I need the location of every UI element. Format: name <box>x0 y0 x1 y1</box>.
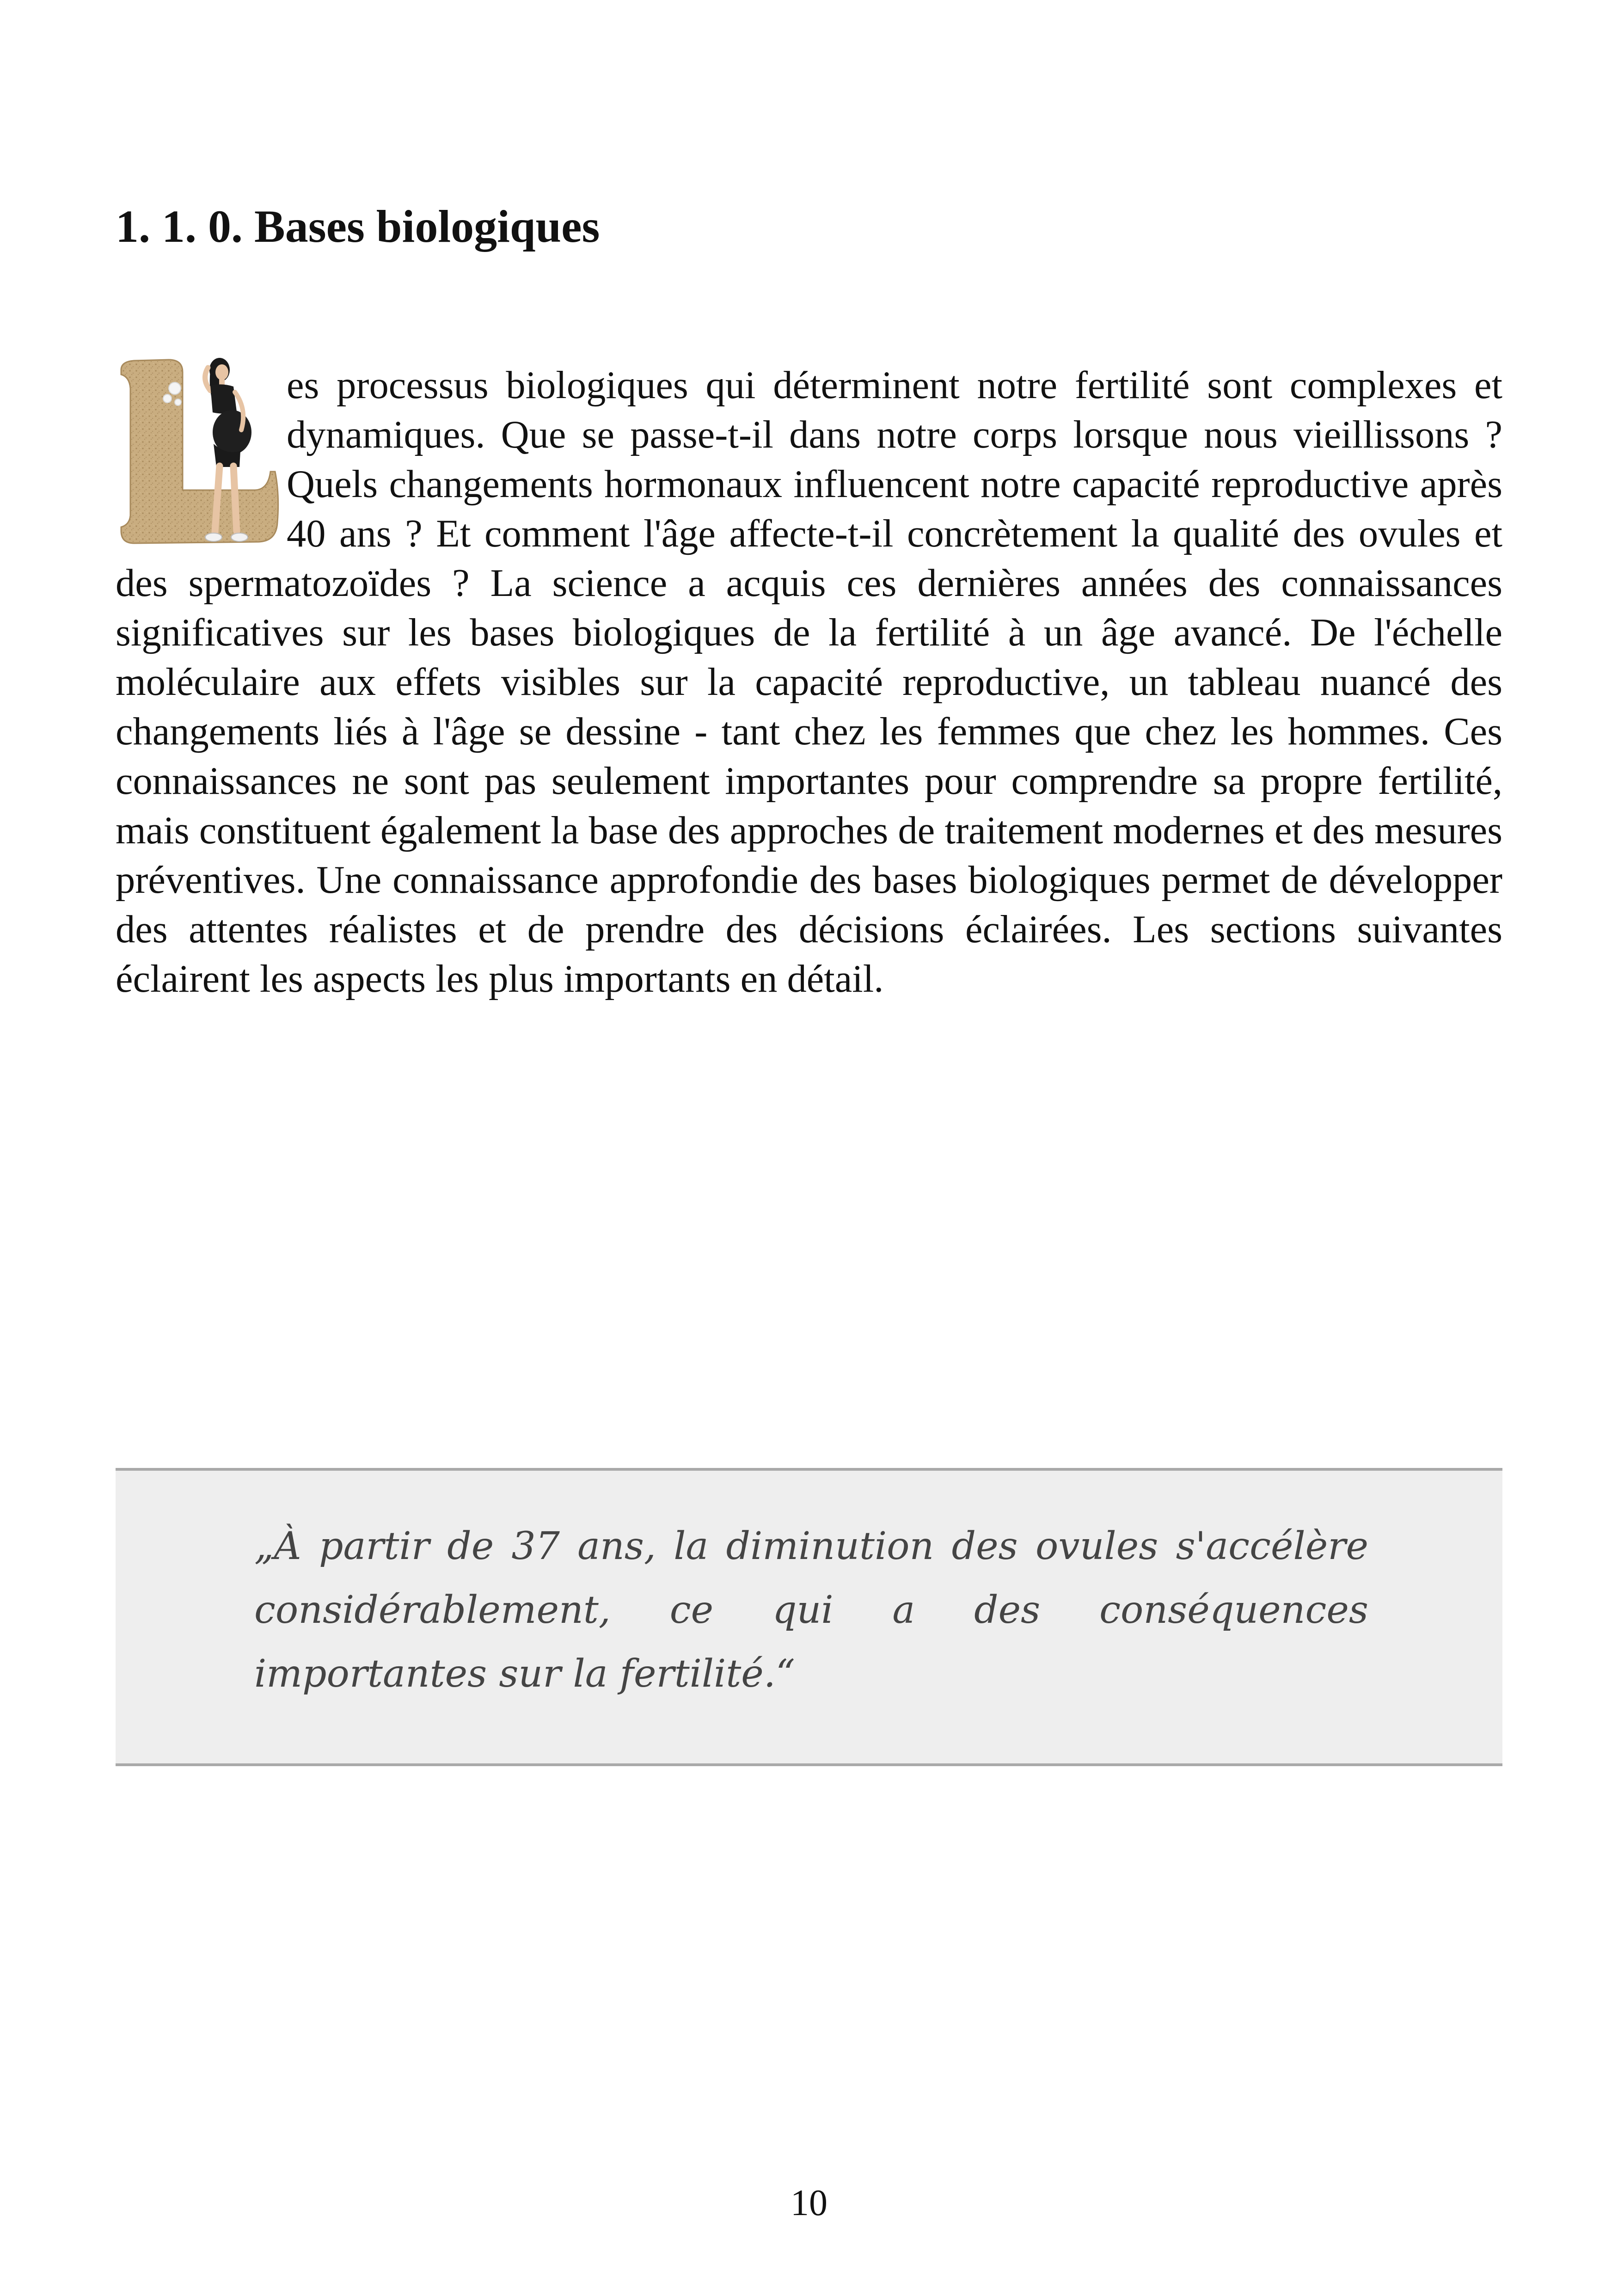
dropcap-illustration <box>116 356 287 550</box>
pull-quote-text: „À partir de 37 ans, la diminution des ovules s'accélère considérablement, ce qui a des conséquences importantes sur la fertilité.“ <box>254 1524 1368 1696</box>
body-paragraph-text: es processus biologiques qui déterminent notre fertilité sont complexes et dynamiques. Que se passe-t-il dans notre corps lorsque nous vieillissons ? Quels changements hormonaux influencent notre capacité reproductive après 40 ans ? Et comment l'âge affecte-t-il concrètement la qualité des ovules et des spermatozoïdes ? La science a acquis ces dernières années des connaissances significatives sur les bases biologiques de la fertilité à un âge avancé. De l'échelle moléculaire aux effets visibles sur la capacité reproductive, un tableau nuancé des changements liés à l'âge se dessine - tant chez les femmes que chez les hommes. Ces connaissances ne sont pas seulement importantes pour comprendre sa propre fertilité, mais constituent également la base des approches de traitement modernes et des mesures préventives. Une connaissance approfondie des bases biologiques permet de développer des attentes réalistes et de prendre des décisions éclairées. Les sections suivantes éclairent les aspects les plus importants en détail. <box>116 364 1502 1001</box>
body-paragraph <box>116 361 1502 1004</box>
section-heading: 1. 1. 0. Bases biologiques <box>116 201 600 252</box>
cork-letter-l-icon <box>116 356 287 550</box>
page-number: 10 <box>791 2183 827 2223</box>
pull-quote-box <box>116 1468 1502 1766</box>
